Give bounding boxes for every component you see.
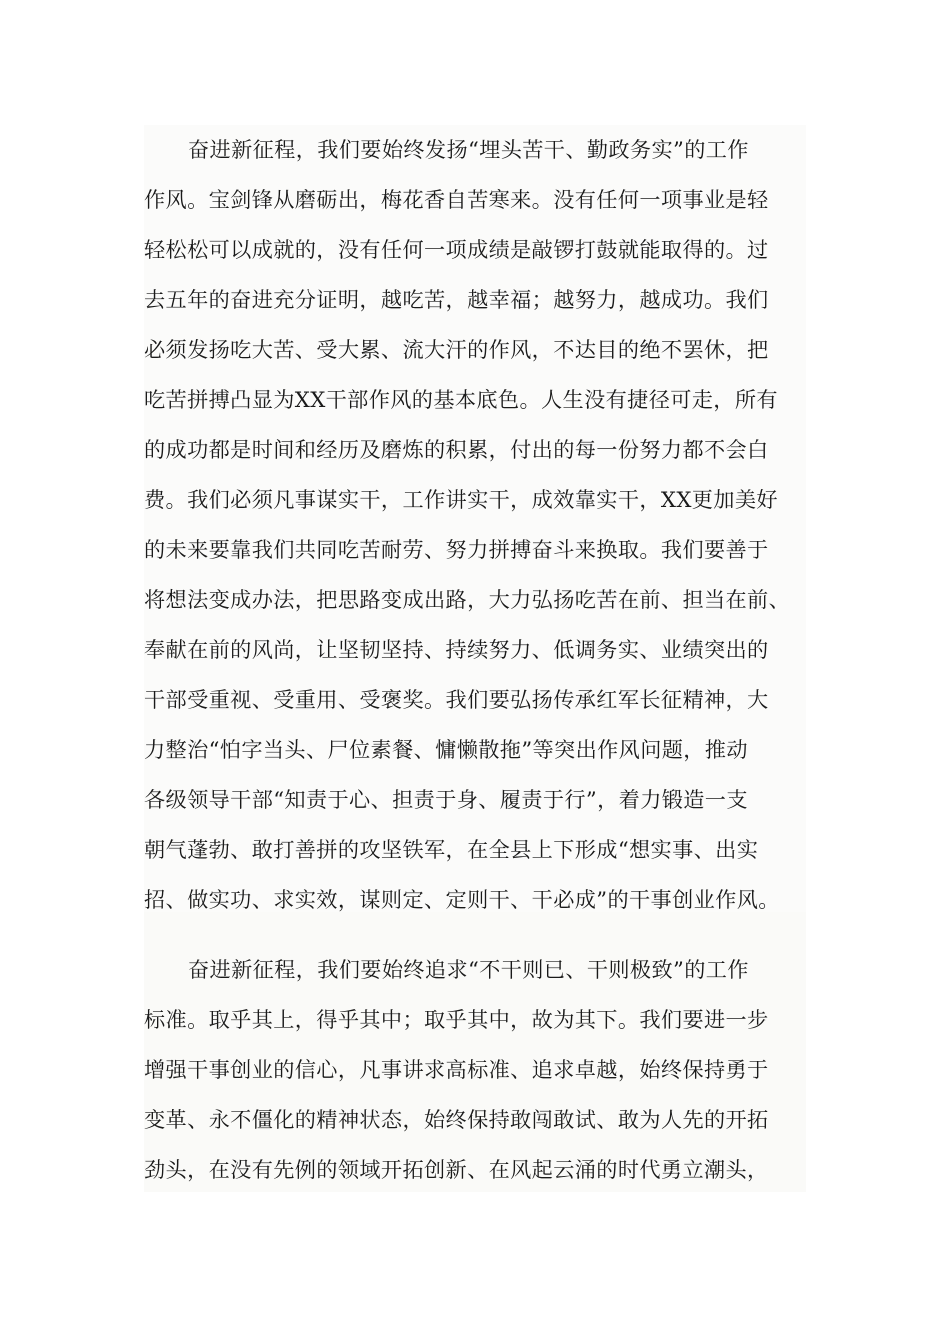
text-line: 劲头，在没有先例的领域开拓创新、在风起云涌的时代勇立潮头，	[144, 1157, 769, 1182]
text-line: 将想法变成办法，把思路变成出路，大力弘扬吃苦在前、担当在前、	[144, 587, 791, 612]
text-line: 奋进新征程，我们要始终追求“不干则已、干则极致”的工作	[188, 957, 749, 982]
text-line: 的成功都是时间和经历及磨炼的积累，付出的每一份努力都不会白	[144, 437, 769, 462]
text-line: 干部受重视、受重用、受褒奖。我们要弘扬传承红军长征精神，大	[144, 687, 769, 712]
text-line: 奉献在前的风尚，让坚韧坚持、持续努力、低调务实、业绩突出的	[144, 637, 769, 662]
text-line: 费。我们必须凡事谋实干，工作讲实干，成效靠实干，XX更加美好	[144, 487, 778, 512]
text-line: 增强干事创业的信心，凡事讲求高标准、追求卓越，始终保持勇于	[144, 1057, 769, 1082]
text-line: 作风。宝剑锋从磨砺出，梅花香自苦寒来。没有任何一项事业是轻	[144, 187, 769, 212]
text-line: 变革、永不僵化的精神状态，始终保持敢闯敢试、敢为人先的开拓	[144, 1107, 769, 1132]
text-line: 去五年的奋进充分证明，越吃苦，越幸福；越努力，越成功。我们	[144, 287, 769, 312]
text-line: 力整治“怕字当头、尸位素餐、慵懒散拖”等突出作风问题，推动	[144, 737, 748, 762]
text-line: 吃苦拼搏凸显为XX干部作风的基本底色。人生没有捷径可走，所有	[144, 387, 778, 412]
text-line: 必须发扬吃大苦、受大累、流大汗的作风，不达目的绝不罢休，把	[144, 337, 769, 362]
text-line: 的未来要靠我们共同吃苦耐劳、努力拼搏奋斗来换取。我们要善于	[144, 537, 769, 562]
text-line: 朝气蓬勃、敢打善拼的攻坚铁军，在全县上下形成“想实事、出实	[144, 837, 759, 862]
text-line: 招、做实功、求实效，谋则定、定则干、干必成”的干事创业作风。	[144, 887, 780, 912]
text-line: 各级领导干部“知责于心、担责于身、履责于行”，着力锻造一支	[144, 787, 748, 812]
paragraph-work-standard	[144, 912, 806, 1192]
paragraph-work-style	[144, 125, 806, 912]
text-line: 轻松松可以成就的，没有任何一项成绩是敲锣打鼓就能取得的。过	[144, 237, 769, 262]
text-line: 标准。取乎其上，得乎其中；取乎其中，故为其下。我们要进一步	[144, 1007, 769, 1032]
text-line: 奋进新征程，我们要始终发扬“埋头苦干、勤政务实”的工作	[188, 137, 749, 162]
